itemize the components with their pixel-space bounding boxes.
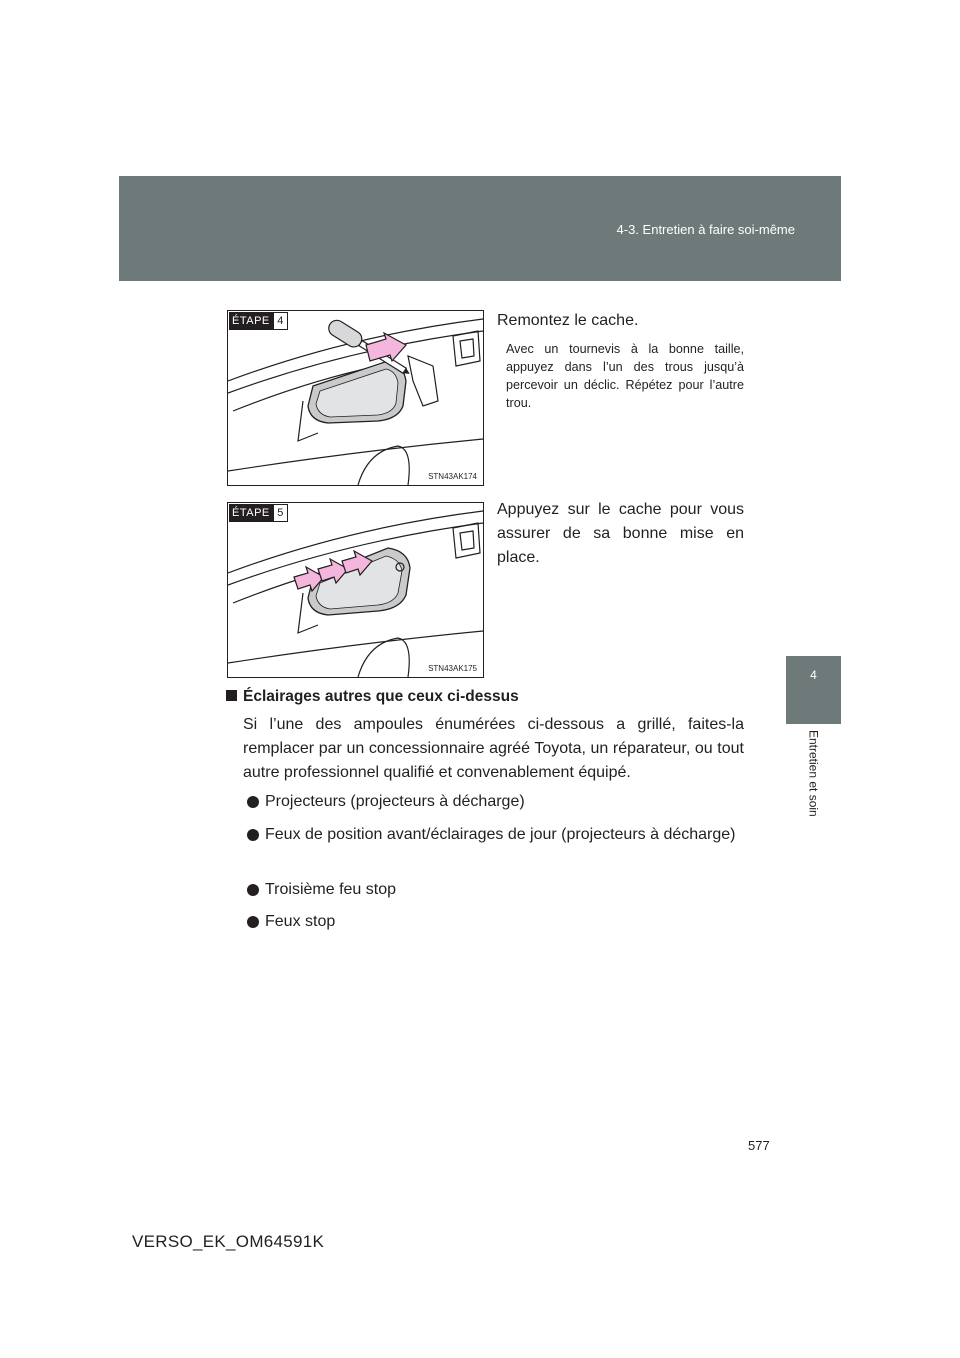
license-light-cover-drawing [228, 311, 483, 485]
bullet-dot-icon [247, 796, 259, 808]
page-number: 577 [748, 1138, 770, 1153]
chapter-number: 4 [810, 668, 817, 682]
section-paragraph: Si l’une des ampoules énumérées ci-dessous a grillé, faites-la remplacer par un concessionnaire agréé Toyota, un réparateur, ou tout autre professionnel qualifié et convenablement équipé. [243, 716, 744, 781]
step-4-instruction: Remontez le cache. [497, 312, 639, 329]
step-badge-word: ÉTAPE [229, 312, 273, 330]
step-5-instruction: Appuyez sur le cache pour vous assurer de sa bonne mise en place. [497, 501, 744, 566]
list-item [247, 878, 744, 902]
figure-code: STN43AK175 [428, 664, 477, 673]
header-band [119, 176, 841, 281]
step-5-illustration [227, 502, 484, 678]
list-item-text: Feux stop [265, 913, 336, 930]
step-5-badge [229, 504, 288, 522]
step-badge-word: ÉTAPE [229, 504, 273, 522]
chapter-label-container [786, 730, 841, 850]
step-4-illustration [227, 310, 484, 486]
bullet-dot-icon [247, 884, 259, 896]
list-item-text: Feux de position avant/éclairages de jour (projecteurs à décharge) [265, 826, 736, 843]
license-light-cover-drawing [228, 503, 483, 677]
document-code: VERSO_EK_OM64591K [132, 1232, 325, 1251]
section-heading-text: Éclairages autres que ceux ci-dessus [243, 688, 519, 705]
list-item [247, 790, 744, 814]
square-bullet-icon [226, 690, 237, 701]
section-title: 4-3. Entretien à faire soi-même [616, 222, 795, 237]
bullet-dot-icon [247, 916, 259, 928]
list-item [247, 910, 744, 934]
step-4-note: Avec un tournevis à la bonne taille, appuyez dans l’un des trous jusqu’à percevoir un déclic. Répétez pour l’autre trou. [506, 342, 744, 410]
bullet-dot-icon [247, 829, 259, 841]
step-4-badge [229, 312, 288, 330]
chapter-label: Entretien et soin [806, 730, 821, 817]
list-item [247, 823, 744, 847]
step-badge-number: 4 [273, 312, 288, 330]
list-item-text: Troisième feu stop [265, 881, 397, 898]
list-item-text: Projecteurs (projecteurs à décharge) [265, 793, 525, 810]
figure-code: STN43AK174 [428, 472, 477, 481]
section-heading [226, 688, 519, 706]
step-badge-number: 5 [273, 504, 288, 522]
chapter-tab [786, 656, 841, 724]
